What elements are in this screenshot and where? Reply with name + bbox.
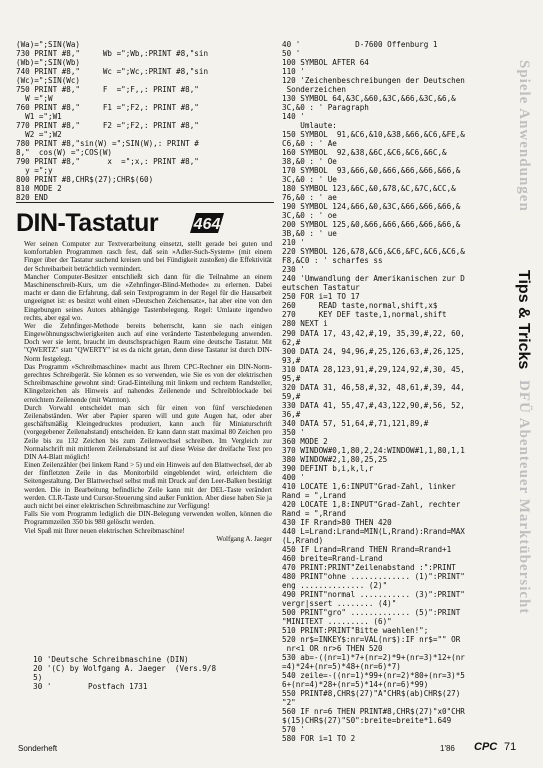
article-body xyxy=(24,240,272,543)
sidebar-section-tips-tricks: Tips & Tricks xyxy=(515,270,532,370)
footer-issue: 1'86 xyxy=(440,744,455,753)
section-divider xyxy=(16,202,274,203)
article-paragraph: Wer die Zehnfinger-Methode bereits beherrscht, kann sie nach einigen Eingewöhnungsschwierigkeiten auch auf eine veränderte Tastenbelegung anwenden. Doch wer sie lernt, braucht im deutschsprachigen Raum eine deutsche Tastatur. Mit "QWERTZ" statt "QWERTY" ist es da nicht getan, denn diese Tastatur ist durch DIN-Norm festgelegt. xyxy=(24,321,272,363)
sidebar-section-games-applications: Spiele Anwendungen xyxy=(516,60,532,212)
article-paragraph: Mancher Computer-Besitzer entschließt sich dann für die Teilnahme an einem Maschinenschreib-Kurs, um die »Zehnfinger-Blind-Methode« zu erlernen. Dabei macht er dann die Erfahrung, daß sein Textprogramm in der Regel für die Hausarbeit ungeeignet ist: es besitzt wohl einen »Deutschen Zeichensatz«, hat aber eine von den Eingebungen seines Autors abhängige Tastenbelegung. Regel: Umlaute irgendwo rechts, aber egal wo. xyxy=(24,272,272,322)
article-paragraph: Das Programm »Schreibmaschine« macht aus Ihrem CPC-Rechner ein DIN-Norm-gerechtes Schreibgerät. Sie können es so verwenden, wie Sie es von der elektrischen Schreibmaschine gewohnt sind: Grad-Einteilung mit linkem und rechtem Randsteller, Klingelzeichen als Hinweis auf nahendes Zeilenende und Schreibblockade bei erreichtem Zeilenende (mit Warnton). xyxy=(24,362,272,404)
article-title: DIN-Tastatur xyxy=(16,209,159,237)
article-author: Wolfgang A. Jaeger xyxy=(216,534,272,543)
article-paragraph: Einen Zeilenzähler (bei linkem Rand > 5) und ein Hinweis auf den Blattwechsel, der ab der fünfletzten Zeile in das Monitorbild eingeblendet wird, erleichtern die Seitengestaltung. Der Blattwechsel selbst muß mit Druck auf den Leer-Balken bestätigt werden. Die in Bearbeitung befindliche Zeile kann mit der DEL-Taste verändert werden. CLR-Taste und Cursor-Steuerung sind außer Funktion. Aber diese haben Sie ja auch nicht bei einer elektrischen Schreibmaschine zur Verfügung! xyxy=(24,461,272,510)
program-listing-main: 40 ' D-7600 Offenburg 1 50 ' 100 SYMBOL AFTER 64 110 ' 120 'Zeichenbeschreibungen der Deutschen Sonderzeichen 130 SYMBOL 64,&3C,&60,&3C,&66,&3C,&6,& 3C,&0 : ' Paragraph 140 ' Umlaute: 150 SYMBOL 91,&C6,&10,&38,&66,&C6,&FE,& C6,&0 : ' Ae 160 SYMBOL 92,&38,&6C,&C6,&C6,&6C,& 38,&0 : ' Oe 170 SYMBOL 93,&66,&0,&66,&66,&66,&66,& 3C,&0 : ' Ue 180 SYMBOL 123,&6C,&0,&78,&C,&7C,&CC,& 76,&0 : ' ae 190 SYMBOL 124,&66,&0,&3C,&66,&66,&66,& 3C,&0 : ' oe 200 SYMBOL 125,&0,&66,&66,&66,&66,&66,& 3B,&0 : ' ue 210 ' 220 SYMBOL 126,&78,&C6,&C6,&FC,&C6,&C6,& F8,&C0 : ' scharfes ss 230 ' 240 'Umwandlung der Amerikanischen zur D eutschen Tastatur 250 FOR i=1 TO 17 260 READ taste,normal,shift,x$ 270 KEY DEF taste,1,normal,shift 280 NEXT i 290 DATA 17, 43,42,#,19, 35,39,#,22, 60, 62,# 300 DATA 24, 94,96,#,25,126,63,#,26,125, 93,# 310 DATA 28,123,91,#,29,124,92,#,30, 45, 95,# 320 DATA 31, 46,58,#,32, 48,61,#,39, 44, 59,# 330 DATA 41, 55,47,#,43,122,90,#,56, 52, 36,# 340 DATA 57, 51,64,#,71,121,89,# 350 ' 360 MODE 2 370 WINDOW#0,1,80,2,24:WINDOW#1,1,80,1,1 380 WINDOW#2,1,80,25,25 390 DEFINT b,i,k,l,r 400 ' 410 LOCATE 1,6:INPUT"Grad-Zahl, linker Rand = ",Lrand 420 LOCATE 1,8:INPUT"Grad-Zahl, rechter Rand = ",Rrand 430 IF Rrand>80 THEN 420 440 L=Lrand:Lrand=MIN(L,Rrand):Rrand=MAX (L,Rrand) 450 IF Lrand=Rrand THEN Rrand=Rrand+1 460 breite=Rrand-Lrand 470 PRINT:PRINT"Zeilenabstand :":PRINT 480 PRINT"ohne ............. (1)":PRINT" eng .............. (2)" 490 PRINT"normal ........... (3)":PRINT" vergr|ssert ........ (4)" 500 PRINT"gro" ............. (5)":PRINT "MINITEXT ......... (6)" 510 PRINT:PRINT"Bitte waehlen!"; 520 nr$=INKEY$:nr=VAL(nr$):IF nr$="" OR nr<1 OR nr>6 THEN 520 530 ab=-((nr=1)*7+(nr=2)*9+(nr=3)*12+(nr =4)*24+(nr=5)*48+(nr=6)*7) 540 zeile=-((nr=1)*99+(nr=2)*80+(nr=3)*5 6+(nr=4)*28+(nr=5)*14+(nr=6)*99) 550 PRINT#8,CHR$(27)"A"CHR$(ab)CHR$(27) "2" 560 IF nr=6 THEN PRINT#8,CHR$(27)"x0"CHR $(15)CHR$(27)"S0":breite=breite*1.649 570 ' 580 FOR i=1 TO 2 xyxy=(282,40,465,744)
article-paragraph: Wer seinen Computer zur Textverarbeitung einsetzt, stellt gerade bei guten und komfortablen Programmen rasch fest, daß sein »Adler-Such-System« (mit einem Finger über der Tastatur suchend kreisen und bei Fündigkeit zustoßen) die Effektivität der Schreibarbeit beträchtlich vermindert. xyxy=(24,240,272,273)
page-number: 71 xyxy=(504,741,517,753)
article-paragraph: Durch Vorwahl entscheidet man sich für einen von fünf verschiedenen Zeilenabständen. Wer aber Papier sparen will und gute Augen hat, oder aber geschäftsmäßig Kleingedrucktes produziert, kann auch für Miniaturschrift (vorgegebener Zeilenabstand) entscheiden. Er kann dann statt maximal 80 Zeichen pro Zeile bis zu 132 Zeichen bis zum Zeilenwechsel schreiben. Im Vergleich zur Normalschrift mit mittlerem Zeilenabstand ist auf diese Weise der dreifache Text pro DIN A4-Blatt möglich! xyxy=(24,403,272,461)
program-listing-continuation: (Wa)=";SIN(Wa) 730 PRINT #8," Wb =";Wb,:PRINT #8,"sin (Wb)=";SIN(Wb) 740 PRINT #8," Wc =";Wc,:PRINT #8,"sin (Wc)=";SIN(Wc) 750 PRINT #8," F =";F,,: PRINT #8," W =";W 760 PRINT #8," F1 =";F2,: PRINT #8," W1 =";W1 770 PRINT #8," F2 =";F2,: PRINT #8," W2 =";W2 780 PRINT #8,"sin(W) =";SIN(W),: PRINT # 8," cos(W) =";COS(W) 790 PRINT #8," x =";x,: PRINT #8," y =";y 800 PRINT #8,CHR$(27);CHR$(60) 810 MODE 2 820 END xyxy=(16,40,209,203)
section-sidebar xyxy=(502,0,543,768)
footer-magazine-logo: CPC xyxy=(474,741,498,753)
article-paragraph: Viel Spaß mit Ihrer neuen elektrischen Schreibmaschine! xyxy=(24,526,185,535)
program-listing-start: 10 'Deutsche Schreibmaschine (DIN) 20 '(C) by Wolfgang A. Jaeger (Vers.9/8 5) 30 ' Postfach 1731 xyxy=(33,655,217,692)
svg-text:464: 464 xyxy=(193,216,221,233)
cpc-464-logo xyxy=(186,212,226,234)
footer-edition: Sonderheft xyxy=(18,744,58,753)
sidebar-section-dfue-adventure-market: DFÜ Abenteuer Marktübersicht xyxy=(516,380,532,615)
article-header xyxy=(16,210,274,236)
article-paragraph: Falls Sie vom Programm lediglich die DIN-Belegung verwenden wollen, können die Programmzeilen 350 bis 980 gelöscht werden. xyxy=(24,510,272,527)
